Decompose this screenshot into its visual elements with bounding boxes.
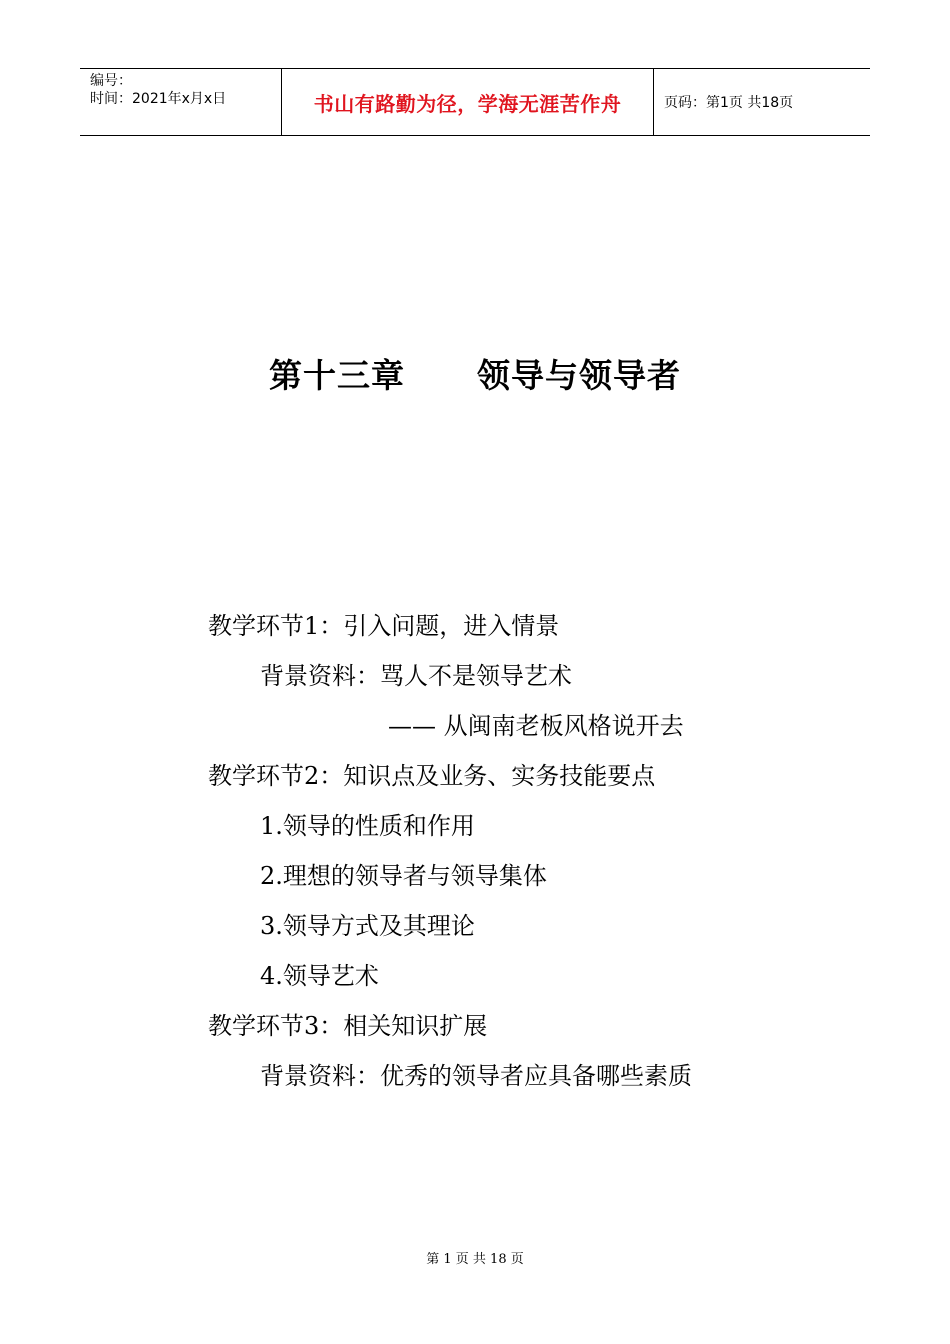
chapter-number: 第十三章 bbox=[269, 356, 405, 395]
header-table bbox=[80, 68, 870, 136]
section-line-2: 教学环节2：知识点及业务、实务技能要点 bbox=[208, 762, 656, 790]
number-label: 编号： bbox=[90, 73, 132, 89]
list-item-3: 3.领导方式及其理论 bbox=[260, 912, 475, 940]
subtitle-line: —— 从闽南老板风格说开去 bbox=[388, 712, 684, 740]
chapter-title bbox=[0, 350, 950, 397]
background-line-2: 背景资料：优秀的领导者应具备哪些素质 bbox=[260, 1062, 692, 1090]
header-page-cell bbox=[654, 69, 870, 135]
list-item-2: 2.理想的领导者与领导集体 bbox=[260, 862, 547, 890]
page-code: 页码：第1页 共18页 bbox=[664, 95, 794, 111]
header-motto-cell bbox=[282, 69, 654, 135]
background-line-1: 背景资料：骂人不是领导艺术 bbox=[260, 662, 572, 690]
motto-text: 书山有路勤为径，学海无涯苦作舟 bbox=[313, 91, 622, 116]
section-line-3: 教学环节3：相关知识扩展 bbox=[208, 1012, 488, 1040]
chapter-name: 领导与领导者 bbox=[477, 356, 681, 395]
list-item-4: 4.领导艺术 bbox=[260, 962, 379, 990]
section-line-1: 教学环节1：引入问题，进入情景 bbox=[208, 612, 560, 640]
header-left-cell bbox=[80, 69, 282, 135]
time-label: 时间：2021年x月x日 bbox=[90, 91, 227, 107]
list-item-1: 1.领导的性质和作用 bbox=[260, 812, 475, 840]
page-footer: 第 1 页 共 18 页 bbox=[426, 1252, 524, 1267]
